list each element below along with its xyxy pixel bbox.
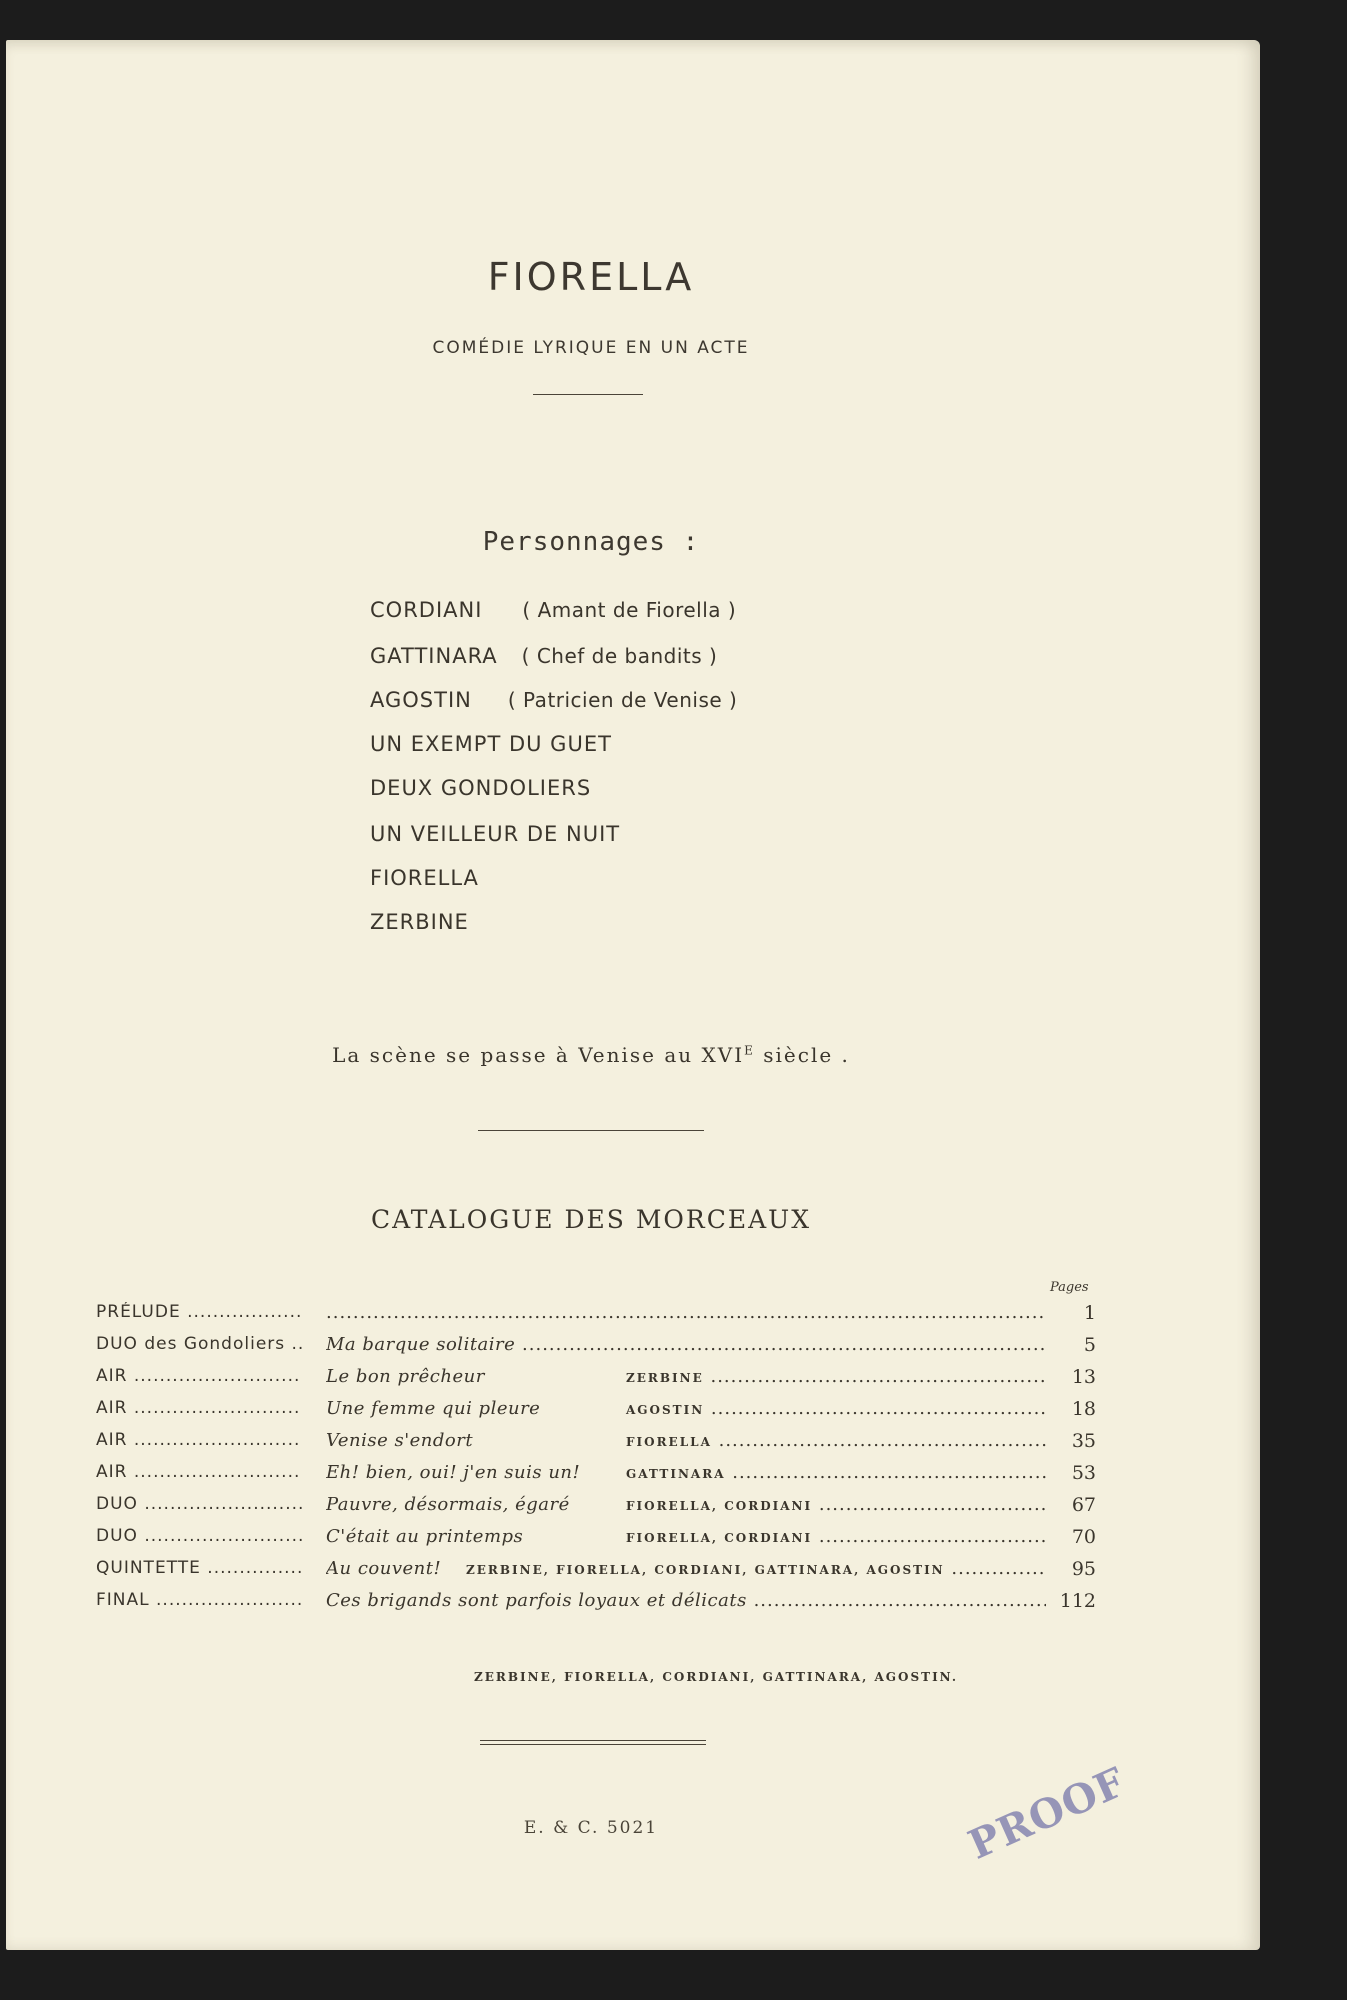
character-name: UN EXEMPT DU GUET [370, 732, 612, 756]
character-name: UN VEILLEUR DE NUIT [370, 822, 621, 846]
characters-heading: Personnages : [482, 527, 700, 557]
catalogue-detail [326, 1462, 1046, 1483]
catalogue-detail [326, 1334, 1046, 1355]
character-name: AGOSTIN [370, 688, 472, 712]
catalogue-page: 95 [1071, 1558, 1096, 1580]
catalogue-row [96, 1526, 1096, 1556]
catalogue-form: FINAL ..... [96, 1590, 302, 1610]
catalogue-form: DUO ..... [96, 1526, 302, 1546]
catalogue-detail [326, 1302, 1046, 1323]
catalogue-singers: FIORELLA [626, 1435, 712, 1449]
setting-text: La scène se passe à Venise au XVI [332, 1043, 745, 1067]
catalogue-page: 67 [1071, 1494, 1096, 1516]
character-line [370, 732, 612, 756]
final-cast: ZERBINE, FIORELLA, CORDIANI, GATTINARA, AGOSTIN. [474, 1670, 959, 1684]
character-line [370, 910, 469, 934]
catalogue-page: 5 [1083, 1334, 1096, 1356]
catalogue-incipit: Ma barque solitaire [326, 1334, 516, 1355]
catalogue-page: 18 [1071, 1398, 1096, 1420]
catalogue-incipit: Eh! bien, oui! j'en suis un! [326, 1462, 581, 1483]
catalogue-incipit: Ces brigands sont parfois loyaux et délicats [326, 1590, 747, 1611]
title-divider [533, 394, 643, 395]
catalogue-incipit: Le bon prêcheur [326, 1366, 485, 1387]
catalogue-singers: GATTINARA [626, 1467, 726, 1481]
catalogue-form: DUO ..... [96, 1494, 302, 1514]
catalogue-singers: FIORELLA, CORDIANI [626, 1531, 813, 1545]
catalogue-page: 1 [1083, 1302, 1096, 1324]
character-name: DEUX GONDOLIERS [370, 776, 592, 800]
catalogue-singers: AGOSTIN [626, 1403, 705, 1417]
catalogue-singers: FIORELLA, CORDIANI [626, 1499, 813, 1513]
catalogue-incipit: C'était au printemps [326, 1526, 524, 1547]
catalogue-row [96, 1430, 1096, 1460]
catalogue-detail [326, 1526, 1046, 1547]
setting-line [6, 1043, 1176, 1067]
catalogue-row [96, 1462, 1096, 1492]
catalogue-singers: ZERBINE, FIORELLA, CORDIANI, GATTINARA, AGOSTIN [466, 1563, 945, 1577]
catalogue-incipit: Une femme qui pleure [326, 1398, 541, 1419]
catalogue-page: 35 [1071, 1430, 1096, 1452]
catalogue-page: 13 [1071, 1366, 1096, 1388]
character-role: ( Chef de bandits ) [521, 644, 718, 668]
catalogue-form: AIR ..... [96, 1398, 302, 1418]
character-role: ( Patricien de Venise ) [507, 688, 738, 712]
catalogue-heading: CATALOGUE DES MORCEAUX [370, 1205, 812, 1234]
catalogue-form: DUO des Gondoliers ..... [96, 1334, 302, 1354]
character-name: CORDIANI [370, 598, 483, 622]
catalogue-incipit: Au couvent! [326, 1558, 442, 1579]
character-line [370, 822, 620, 846]
catalogue-detail [326, 1398, 1046, 1419]
catalogue-detail [326, 1590, 1046, 1611]
catalogue-form: QUINTETTE ..... [96, 1558, 302, 1578]
section-divider [478, 1130, 704, 1131]
catalogue-detail [326, 1558, 1046, 1579]
end-divider [480, 1740, 706, 1745]
setting-end: siècle . [754, 1043, 850, 1067]
catalogue-incipit: Venise s'endort [326, 1430, 474, 1451]
catalogue-row [96, 1494, 1096, 1524]
catalogue-row [96, 1302, 1096, 1332]
work-title: FIORELLA [487, 255, 695, 299]
character-name: GATTINARA [370, 644, 498, 668]
character-name: ZERBINE [370, 910, 469, 934]
catalogue-form: AIR ..... [96, 1366, 302, 1386]
catalogue-form: AIR ..... [96, 1462, 302, 1482]
catalogue-row [96, 1334, 1096, 1364]
catalogue-incipit: Pauvre, désormais, égaré [326, 1494, 570, 1515]
catalogue-form: AIR ..... [96, 1430, 302, 1450]
work-subtitle: COMÉDIE LYRIQUE EN UN ACTE [432, 338, 750, 358]
catalogue-detail [326, 1494, 1046, 1515]
catalogue-row [96, 1590, 1096, 1620]
character-name: FIORELLA [370, 866, 479, 890]
character-line [370, 776, 591, 800]
proof-stamp: PROOF [961, 1758, 1133, 1869]
character-line [370, 644, 717, 668]
character-line [370, 598, 736, 622]
catalogue-detail [326, 1366, 1046, 1387]
catalogue-form: PRÉLUDE ..... [96, 1302, 302, 1322]
catalogue-row [96, 1366, 1096, 1396]
character-line [370, 688, 737, 712]
character-line [370, 866, 479, 890]
character-role: ( Amant de Fiorella ) [522, 598, 737, 622]
plate-number: E. & C. 5021 [523, 1818, 659, 1838]
catalogue-detail [326, 1430, 1046, 1451]
catalogue-singers: ZERBINE [626, 1371, 704, 1385]
pages-label: Pages [1050, 1280, 1089, 1295]
catalogue-row [96, 1398, 1096, 1428]
score-page [6, 40, 1260, 1950]
catalogue-page: 53 [1071, 1462, 1096, 1484]
catalogue-page: 112 [1059, 1590, 1096, 1612]
catalogue-page: 70 [1071, 1526, 1096, 1548]
catalogue-row [96, 1558, 1096, 1588]
setting-superscript: E [744, 1043, 755, 1058]
